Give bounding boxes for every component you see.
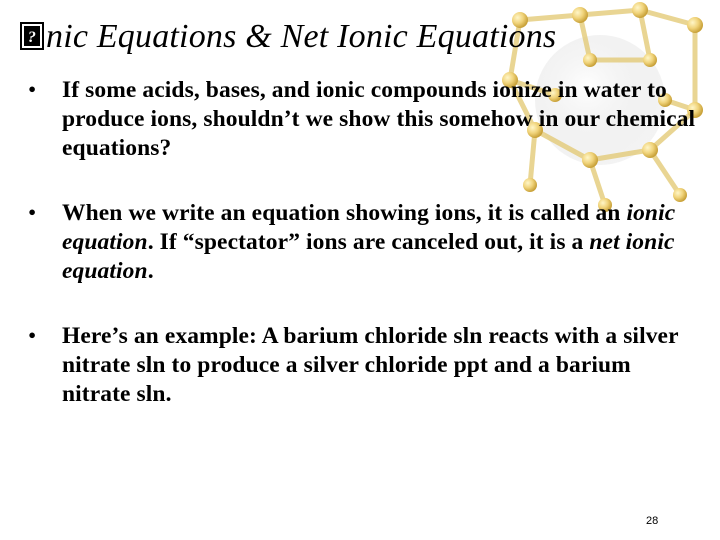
bullet-marker: • <box>28 200 37 226</box>
bullet-text-part: When we write an equation showing ions, it is called an <box>62 200 627 226</box>
ionic-equation-term: ionic equation <box>62 200 676 255</box>
slide-title-text: nic Equations & Net Ionic Equations <box>46 18 557 55</box>
bullet-text: If some acids, bases, and ionic compounds ionize in water to produce ions, shouldn’t we show this somehow in our chemical equations? <box>62 77 696 161</box>
bullet-text: Here’s an example: A barium chloride sln reacts with a silver nitrate sln to produce a silver chloride ppt and a barium nitrate sln. <box>62 323 679 407</box>
bullet-list <box>28 76 698 445</box>
bullet-marker: • <box>28 77 37 103</box>
svg-text:?: ? <box>27 29 37 46</box>
bullet-item <box>28 322 698 409</box>
bullet-text-part: . If “spectator” ions are canceled out, it is a <box>147 229 590 255</box>
slide-title <box>20 18 660 56</box>
bullet-marker: • <box>28 323 37 349</box>
page-number: 28 <box>646 515 659 527</box>
replacement-character-icon <box>20 21 44 51</box>
bullet-item <box>28 76 698 163</box>
bullet-text-part: . <box>147 258 154 284</box>
bullet-item <box>28 199 698 286</box>
net-ionic-equation-term: net ionic equation <box>62 229 675 284</box>
